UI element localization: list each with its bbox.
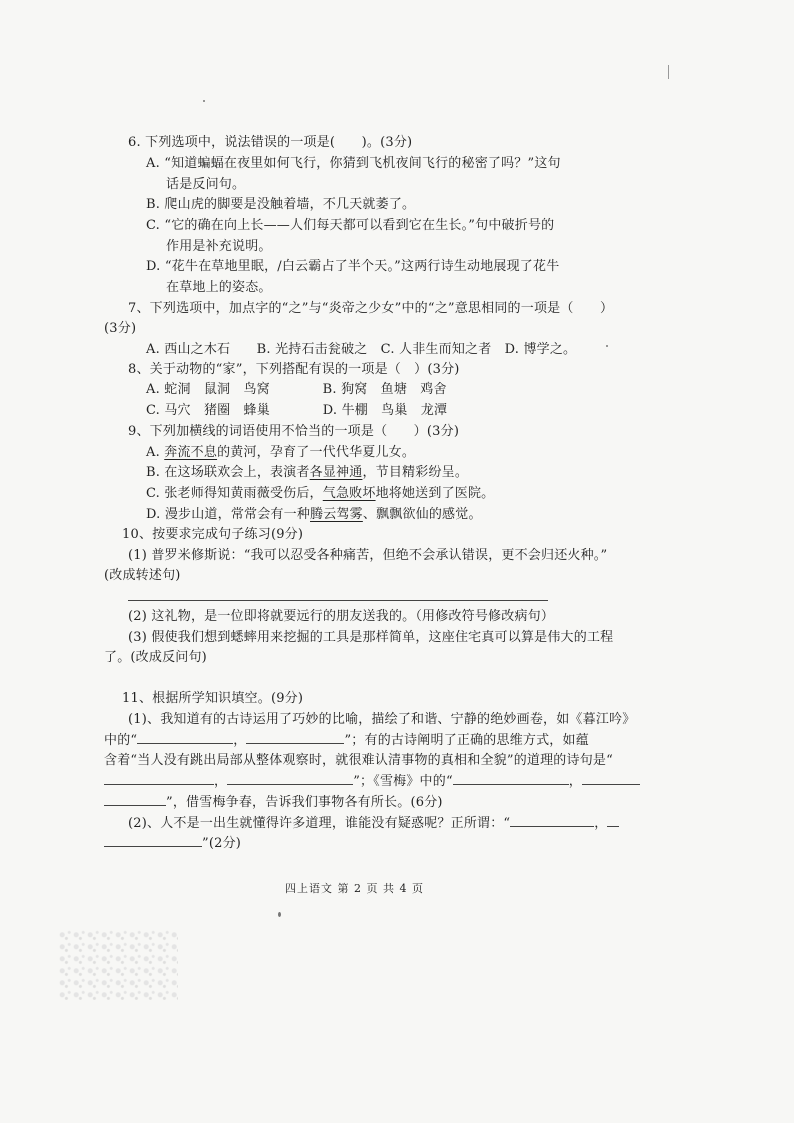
- scan-speck: [606, 345, 608, 347]
- page-footer: 四上语文 第 2 页 共 4 页: [285, 882, 424, 895]
- scan-speck: [203, 100, 205, 102]
- q7-score: (3分): [104, 321, 137, 336]
- q8-options-row1: A. 蛇洞 鼠洞 鸟窝 B. 狗窝 鱼塘 鸡舍: [146, 382, 447, 397]
- blank-10[interactable]: [104, 846, 202, 847]
- q11-part1-line4: ， ”；《雪梅》中的“ ，: [104, 773, 640, 791]
- q10-answer-line-1[interactable]: [128, 600, 548, 601]
- q10-sentence-1-task: (改成转述句): [104, 568, 181, 583]
- scan-mark: [668, 65, 669, 79]
- blank-5[interactable]: [453, 784, 569, 785]
- q7-options: A. 西山之木石 B. 光持石击瓮破之 C. 人非生而知之者 D. 博学之。: [146, 342, 577, 357]
- blank-2[interactable]: [246, 743, 344, 744]
- q10-sentence-3-task: 了。(改成反问句): [104, 650, 207, 665]
- q9-option-b: B. 在这场联欢会上，表演者各显神通，节目精彩纷呈。: [146, 465, 469, 480]
- q10-stem: 10、按要求完成句子练习(9分): [122, 527, 304, 542]
- scan-speck: [278, 912, 281, 917]
- q10-sentence-3: (3) 假使我们想到蟋蟀用来挖掘的工具是那样简单，这座住宅真可以算是伟大的工程: [128, 630, 614, 645]
- q9-stem: 9、下列加横线的词语使用不恰当的一项是（ ）(3分): [128, 424, 460, 439]
- q11-part2-line2: ”(2分): [104, 835, 241, 853]
- blank-6[interactable]: [582, 784, 640, 785]
- q11-part2-line1: (2)、人不是一出生就懂得许多道理，谁能没有疑惑呢？正所谓：“ ，: [128, 815, 619, 833]
- q10-sentence-2: (2) 这礼物，是一位即将就要远行的朋友送我的。（用修改符号修改病句）: [128, 609, 555, 624]
- blank-4[interactable]: [227, 784, 353, 785]
- q9-option-c: C. 张老师得知黄雨薇受伤后，气急败坏地将她送到了医院。: [146, 486, 495, 501]
- q11-stem: 11、根据所学知识填空。(9分): [122, 691, 304, 706]
- q6-option-c-cont: 作用是补充说明。: [166, 239, 272, 254]
- q6-option-a-cont: 话是反问句。: [166, 177, 246, 192]
- q6-option-a: A. “知道蝙蝠在夜里如何飞行，你猜到飞机夜间飞行的秘密了吗？”这句: [146, 156, 561, 171]
- q7-stem: 7、下列选项中，加点字的“之”与“炎帝之少女”中的“之”意思相同的一项是（ ）: [128, 301, 614, 316]
- q11-part1-line5: ”，借雪梅争春，告诉我们事物各有所长。(6分): [104, 794, 443, 812]
- q11-part1-line1: (1)、我知道有的古诗运用了巧妙的比喻，描绘了和谐、宁静的绝妙画卷，如《暮江吟》: [128, 712, 636, 727]
- blank-7[interactable]: [104, 805, 166, 806]
- q6-option-c: C. “它的确在向上长——人们每天都可以看到它在生长。”句中破折号的: [146, 218, 555, 233]
- q6-stem: 6. 下列选项中，说法错误的一项是( )。(3分): [128, 135, 413, 150]
- blank-3[interactable]: [104, 784, 214, 785]
- q6-option-b: B. 爬山虎的脚要是没触着墙，不几天就萎了。: [146, 197, 416, 212]
- q9-option-d: D. 漫步山道，常常会有一种腾云驾雾、飘飘欲仙的感觉。: [146, 507, 482, 522]
- q8-stem: 8、关于动物的“家”，下列搭配有误的一项是（ ）(3分): [128, 362, 460, 377]
- q10-sentence-1: (1) 普罗米修斯说：“我可以忍受各种痛苦，但绝不会承认错误，更不会归还火种。”: [128, 548, 608, 563]
- blank-8[interactable]: [510, 826, 594, 827]
- q6-option-d: D. “花牛在草地里眠，/白云霸占了半个天。”这两行诗生动地展现了花牛: [146, 259, 560, 274]
- blank-1[interactable]: [137, 743, 233, 744]
- q8-options-row2: C. 马穴 猪圈 蜂巢 D. 牛棚 鸟巢 龙潭: [146, 403, 448, 418]
- q6-option-d-cont: 在草地上的姿态。: [166, 280, 272, 295]
- q11-part1-line2: 中的“ ， ”；有的古诗阐明了正确的思维方式，如蕴: [104, 733, 589, 748]
- q11-part1-line3: 含着“当人没有跳出局部从整体观察时，就很难认清事物的真相和全貌”的道理的诗句是“: [104, 753, 613, 768]
- blank-9[interactable]: [607, 826, 619, 827]
- q9-option-a: A. 奔流不息的黄河，孕育了一代代华夏儿女。: [146, 445, 416, 460]
- scan-noise: [58, 930, 178, 1000]
